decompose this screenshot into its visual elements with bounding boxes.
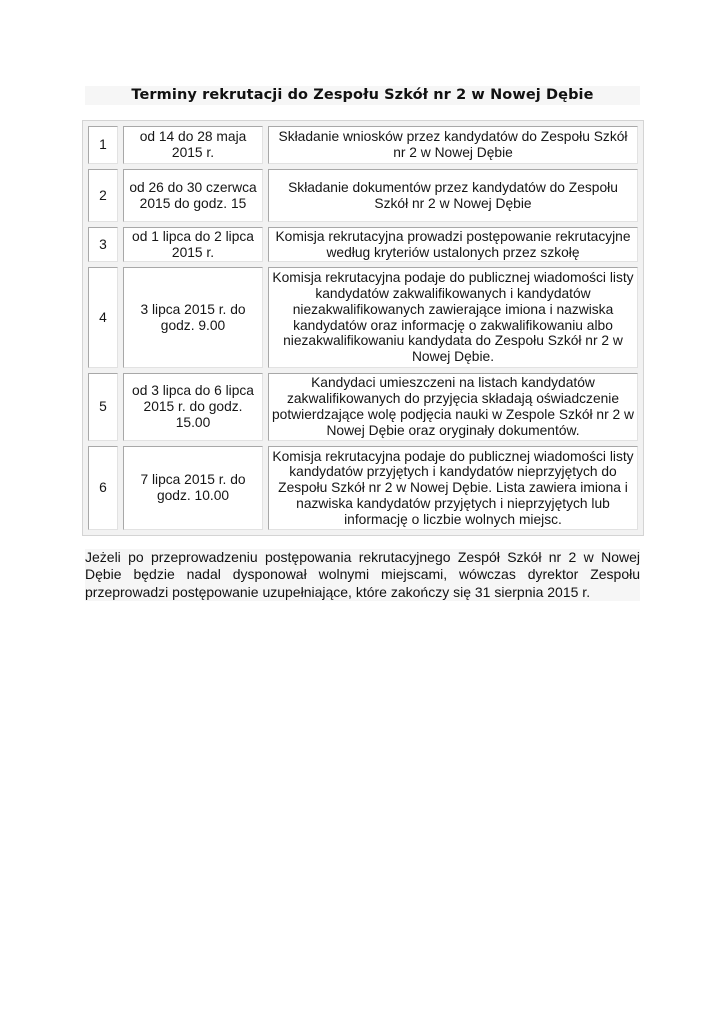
table-row — [88, 126, 638, 164]
row-description: Komisja rekrutacyjna prowadzi postępowanie rekrutacyjne według kryteriów ustalonych przez szkołę — [268, 227, 638, 262]
row-description: Komisja rekrutacyjna podaje do publicznej wiadomości listy kandydatów zakwalifikowanych i kandydatów niezakwalifikowanych zawierające imiona i nazwiska kandydatów oraz informację o zakwalifikowaniu albo niezakwalifikowaniu kandydata do Zespołu Szkół nr 2 w Nowej Dębie. — [268, 267, 638, 368]
table-row — [88, 169, 638, 222]
schedule-table — [82, 120, 644, 536]
row-number: 2 — [88, 169, 118, 222]
row-date: 3 lipca 2015 r. do godz. 9.00 — [123, 267, 263, 368]
table-row — [88, 267, 638, 368]
row-date: od 26 do 30 czerwca 2015 do godz. 15 — [123, 169, 263, 222]
table-row — [88, 446, 638, 530]
row-number: 1 — [88, 126, 118, 164]
row-description: Komisja rekrutacyjna podaje do publicznej wiadomości listy kandydatów przyjętych i kandydatów nieprzyjętych do Zespołu Szkół nr 2 w Nowej Dębie. Lista zawiera imiona i nazwiska kandydatów przyjętych i nieprzyjętych lub informację o liczbie wolnych miejsc. — [268, 446, 638, 530]
row-date: od 3 lipca do 6 lipca 2015 r. do godz. 15.00 — [123, 373, 263, 441]
row-number: 4 — [88, 267, 118, 368]
row-date: od 14 do 28 maja 2015 r. — [123, 126, 263, 164]
row-date: 7 lipca 2015 r. do godz. 10.00 — [123, 446, 263, 530]
row-number: 5 — [88, 373, 118, 441]
row-number: 6 — [88, 446, 118, 530]
page-title: Terminy rekrutacji do Zespołu Szkół nr 2 w Nowej Dębie — [85, 86, 640, 105]
row-number: 3 — [88, 227, 118, 262]
table-row — [88, 227, 638, 262]
row-description: Kandydaci umieszczeni na listach kandydatów zakwalifikowanych do przyjęcia składają oświadczenie potwierdzające wolę podjęcia nauki w Zespole Szkół nr 2 w Nowej Dębie oraz oryginały dokumentów. — [268, 373, 638, 441]
footer-note: Jeżeli po przeprowadzeniu postępowania rekrutacyjnego Zespół Szkół nr 2 w Nowej Dębie będzie nadal dysponował wolnymi miejscami, wówczas dyrektor Zespołu przeprowadzi postępowanie uzupełniające, które zakończy się 31 sierpnia 2015 r. — [85, 549, 640, 600]
table-row — [88, 373, 638, 441]
row-description: Składanie wniosków przez kandydatów do Zespołu Szkół nr 2 w Nowej Dębie — [268, 126, 638, 164]
row-description: Składanie dokumentów przez kandydatów do Zespołu Szkół nr 2 w Nowej Dębie — [268, 169, 638, 222]
row-date: od 1 lipca do 2 lipca 2015 r. — [123, 227, 263, 262]
